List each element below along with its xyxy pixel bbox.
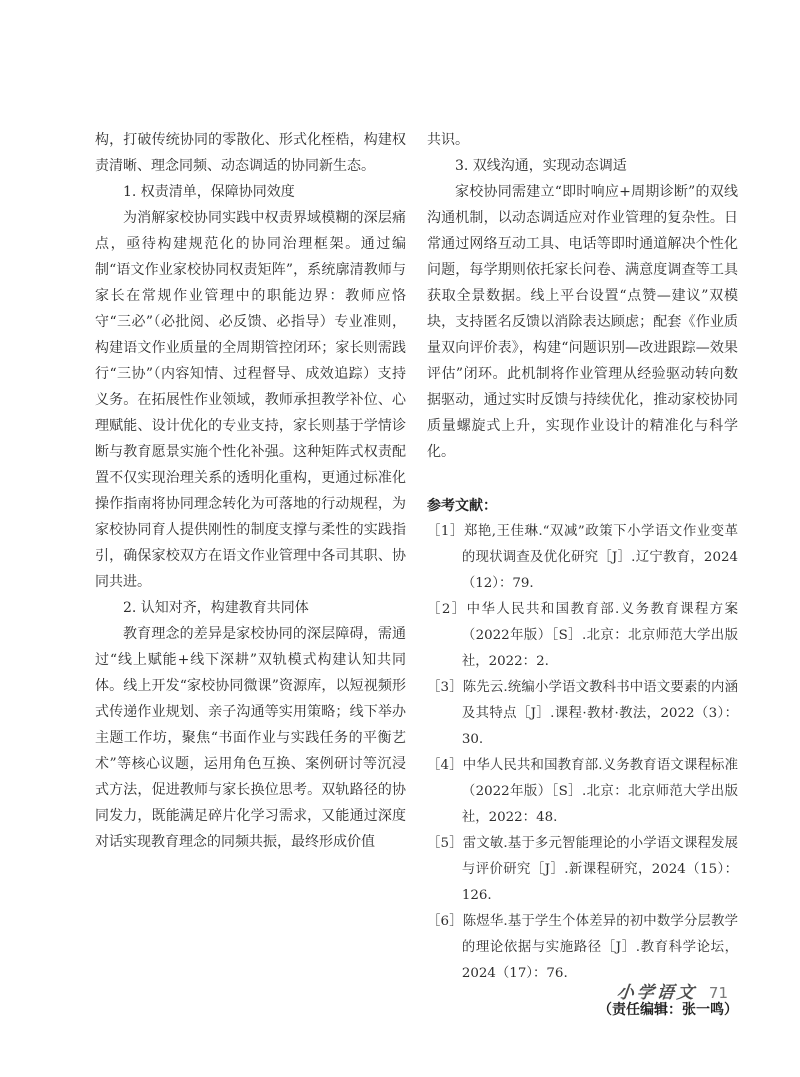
reference-label: ［6］ xyxy=(427,914,463,929)
references-heading: 参考文献： xyxy=(427,498,497,514)
reference-text: 陈煜华.基于学生个体差异的初中数学分层教学的理论依据与实施路径［J］.教育科学论坛，2024（17）：76. xyxy=(461,914,738,981)
reference-item xyxy=(427,675,738,753)
reference-text: 陈先云.统编小学语文教科书中语文要素的内涵及其特点［J］.课程·教材·教法，2022（3）：30. xyxy=(461,680,738,747)
page-footer xyxy=(617,978,728,1003)
section-2-continuation-paragraph: 共识。 xyxy=(427,132,469,148)
editor-note: （责任编辑：张一鸣） xyxy=(598,1002,738,1018)
reference-label: ［2］ xyxy=(427,602,467,617)
reference-text: 雷文敏.基于多元智能理论的小学语文课程发展与评价研究［J］.新课程研究，2024（15）：126. xyxy=(461,836,738,903)
section-1-paragraph: 为消解家校协同实践中权责界域模糊的深层痛点，亟待构建规范化的协同治理框架。通过编制“语文作业家校协同权责矩阵”，系统廓清教师与家长在常规作业管理中的职能边界：教师应恪守“三必”（必批阅、必反馈、必指导）专业准则，构建语文作业质量的全周期管控闭环；家长则需践行“三协”（内容知情、过程督导、成效追踪）支持义务。在拓展性作业领域，教师承担教学补位、心理赋能、设计优化的专业支持，家长则基于学情诊断与教育愿景实施个性化补强。这种矩阵式权责配置不仅实现治理关系的透明化重构，更通过标准化操作指南将协同理念转化为可落地的行动规程，为家校协同育人提供刚性的制度支撑与柔性的实践指引，确保家校双方在语文作业管理中各司其职、协同共进。 xyxy=(95,210,406,590)
section-3-heading: 3. 双线沟通，实现动态调适 xyxy=(455,158,627,174)
section-2-paragraph: 教育理念的差异是家校协同的深层障碍，需通过“线上赋能+线下深耕”双轨模式构建认知共同体。线上开发“家校协同微课”资源库，以短视频形式传递作业规划、亲子沟通等实用策略；线下举办主题工作坊，聚焦“书面作业与实践任务的平衡艺术”等核心议题，运用角色互换、案例研讨等沉浸式方法，促进教师与家长换位思考。双轨路径的协同发力，既能满足碎片化学习需求，又能通过深度对话实现教育理念的同频共振，最终形成价值 xyxy=(95,626,406,850)
page-number: 71 xyxy=(708,984,728,1002)
reference-item xyxy=(427,753,738,831)
reference-label: ［3］ xyxy=(427,680,463,695)
reference-item xyxy=(427,519,738,597)
reference-text: 郑艳,王佳琳.“双减”政策下小学语文作业变革的现状调查及优化研究［J］.辽宁教育，2024（12）：79. xyxy=(461,524,739,591)
reference-item xyxy=(427,909,738,987)
section-2-heading: 2. 认知对齐，构建教育共同体 xyxy=(123,600,309,616)
reference-label: ［4］ xyxy=(427,758,463,773)
reference-label: ［5］ xyxy=(427,836,463,851)
article-body xyxy=(95,127,738,1023)
left-column xyxy=(95,127,406,1023)
right-column xyxy=(427,127,738,1023)
journal-name: 小学语文 xyxy=(615,983,698,1003)
section-1-heading: 1. 权责清单，保障协同效度 xyxy=(123,184,295,200)
section-3-paragraph: 家校协同需建立“即时响应+周期诊断”的双线沟通机制，以动态调适应对作业管理的复杂性。日常通过网络互动工具、电话等即时通道解决个性化问题，每学期则依托家长问卷、满意度调查等工具获取全景数据。线上平台设置“点赞—建议”双模块，支持匿名反馈以消除表达顾虑；配套《作业质量双向评价表》，构建“问题识别—改进跟踪—效果评估”闭环。此机制将作业管理从经验驱动转向数据驱动，通过实时反馈与持续优化，推动家校协同质量螺旋式上升，实现作业设计的精准化与科学化。 xyxy=(427,184,738,460)
reference-item xyxy=(427,597,738,675)
reference-item xyxy=(427,831,738,909)
reference-text: 中华人民共和国教育部.义务教育语文课程标准（2022年版）［S］.北京：北京师范大学出版社，2022：48. xyxy=(461,758,738,825)
reference-label: ［1］ xyxy=(427,524,464,539)
intro-continuation-paragraph: 构，打破传统协同的零散化、形式化桎梏，构建权责清晰、理念同频、动态调适的协同新生态。 xyxy=(95,132,406,174)
reference-text: 中华人民共和国教育部.义务教育课程方案（2022年版）［S］.北京：北京师范大学出版社，2022：2. xyxy=(461,602,738,669)
